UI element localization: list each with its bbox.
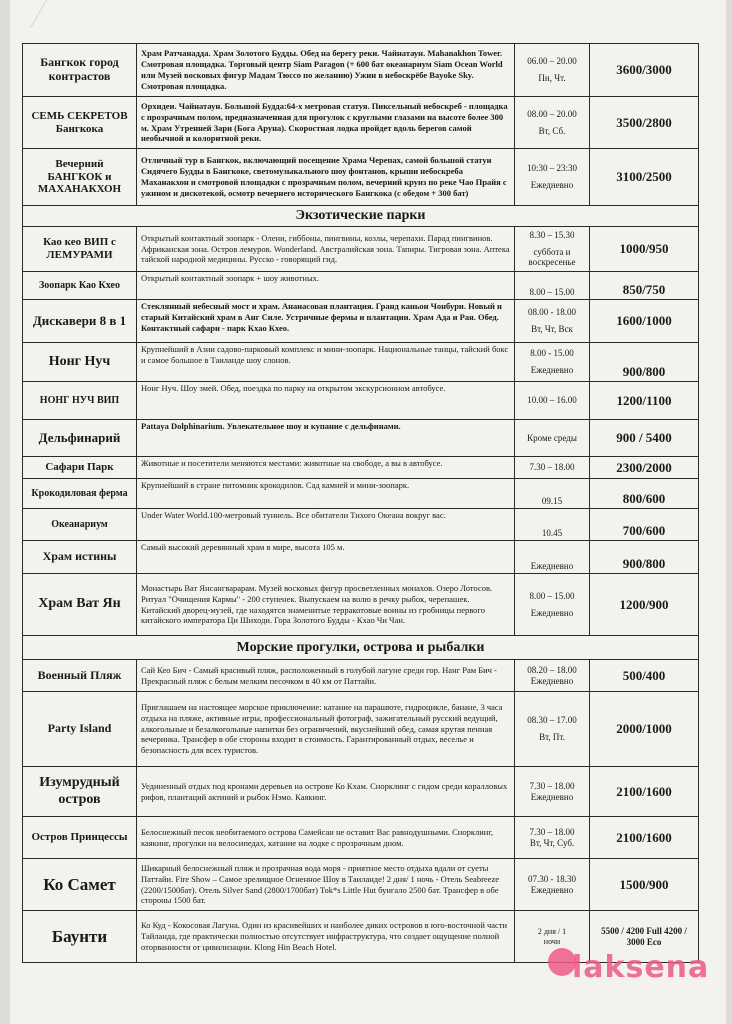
- tour-description: Животные и посетители меняются местами: животные на свободе, а вы в автобусе.: [137, 457, 515, 479]
- tour-price: 5500 / 4200 Full 4200 / 3000 Eco: [590, 911, 699, 963]
- section-title: Морские прогулки, острова и рыбалки: [23, 636, 699, 660]
- tour-days: Вт, Чт, Вск: [531, 324, 573, 334]
- table-row: [23, 382, 699, 420]
- tour-time: 08.00 – 20.00: [527, 108, 577, 119]
- tour-time: 08.30 – 17.00: [527, 715, 577, 726]
- tour-time: 7.30 – 18.00: [529, 780, 575, 791]
- tour-time-cell: [515, 574, 590, 636]
- tour-description: Монастырь Ват Янсангвараpам. Музей восковых фигур просветленных монахов. Озеро Лотосов. Ритуал "Очищения Кармы" - 200 ступенек. Выпускаем на волю в речку рыбок, черепашек. Китайский дворец-музей, где находятся знаменитые терракотовые воины из гробницы первого китайского императора Ци Шиходи. Гора Золотого Будды - Кхао Чи Чан.: [137, 574, 515, 636]
- table-row: [23, 509, 699, 541]
- tour-description: Уединенный отдых под кронами деревьев на острове Ко Кхам. Снорклинг с гидом среди коралловых рифов, плантаций актиний и рыбок Нэмо. Каякинг.: [137, 767, 515, 817]
- tour-description: Белоснежный песок необитаемого острова Самейсан не оставит Вас равнодушными. Снорклинг, каякинг, прогулки на велосипедах, катание на лодке с прозрачным дном.: [137, 817, 515, 859]
- tour-time-cell: [515, 692, 590, 767]
- tour-description: Under Water World.100-метровый туннель. Все обитатели Тихого Океана вокруг вас.: [137, 509, 515, 541]
- tour-time: 10.45: [541, 528, 563, 539]
- tour-time-cell: [515, 859, 590, 911]
- tour-time-cell: [515, 97, 590, 149]
- tour-name: Изумрудный остров: [23, 767, 137, 817]
- tour-days: Ежедневно: [530, 884, 574, 895]
- tour-time-cell: [515, 44, 590, 97]
- watermark-logo: [548, 942, 718, 1002]
- tour-days: Ежедневно: [530, 607, 574, 618]
- tour-time: 8.00 - 15.00: [530, 348, 574, 359]
- tour-description: Орхидеи. Чайнатаун. Большой Будда:64-х метровая статуя. Пиксельный небоскреб - площадка с прозрачным полом, предназначенная для прогулок с круглыми глазами на высоте более 300 м. Храм Утренней Зари (Бога Аруна). Скоростная лодка пройдет вдоль берегов самой необычной и колоритной реки.: [137, 97, 515, 149]
- table-row: [23, 692, 699, 767]
- tours-table: [22, 43, 699, 963]
- tour-days: Ежедневно: [530, 365, 574, 375]
- tour-description: Самый высокий деревянный храм в мире, высота 105 м.: [137, 541, 515, 574]
- tour-price: 700/600: [590, 509, 699, 541]
- tour-price: 800/600: [590, 479, 699, 509]
- tour-description: Храм Ратчанадда. Храм Золотого Будды. Обед на берегу реки. Чайнатаун. Mahanakhon Tower. Смотровая площадка. Торговый центр Siam Paragon (+ 600 бат океанариум Siam Ocean World или Музей восковых фигур Мадам Тюссо по желанию) Ужин в небоскрёбе Bayoke Sky. Смотровая площадка.: [137, 44, 515, 97]
- tour-time-cell: [515, 227, 590, 272]
- tour-price: 1600/1000: [590, 300, 699, 343]
- tour-price: 1200/900: [590, 574, 699, 636]
- tour-time: 2 дня / 1: [537, 926, 567, 936]
- table-row: [23, 97, 699, 149]
- tour-description: Открытый контактный зоопарк - Олени, гиббоны, пингвины, козлы, черепахи. Парад пингвинов. Африканская зона. Остров лемуров. Wonderland. Австралийская зона. Тапиры. Тигровая зона. Аптека тайской народной медицины. Русско - говорящий гид.: [137, 227, 515, 272]
- tour-price: 850/750: [590, 272, 699, 300]
- tour-name: Военный Пляж: [23, 660, 137, 692]
- tour-description: Приглашаем на настоящее морское приключение: катание на парашюте, гидроцикле, банане, 3 часа отдыха на пляже, активные игры, профессиональный фотограф, зажигательный русский ведущий, алкогольные и безалкогольные напитки без ограничений, вкуснейший обед, самая крутая пенная вечеринка. Трансфер в обе стороны входит в стоимость. Гарантированный отдых, веселье и безопасность для всех туристов.: [137, 692, 515, 767]
- tour-time: 8.00 – 15.00: [529, 590, 575, 601]
- tour-time-cell: [515, 272, 590, 300]
- tour-description: Открытый контактный зоопарк + шоу животных.: [137, 272, 515, 300]
- tour-time-cell: [515, 767, 590, 817]
- table-row: [23, 660, 699, 692]
- tour-time: 08.00 - 18.00: [528, 307, 576, 318]
- tour-name: Храм Ват Ян: [23, 574, 137, 636]
- tour-time: 10:30 – 23:30: [526, 163, 577, 174]
- tour-time: 09.15: [541, 496, 563, 507]
- tour-price: 2300/2000: [590, 457, 699, 479]
- tour-price: 900 / 5400: [590, 420, 699, 457]
- tour-name: Океанариум: [23, 509, 137, 541]
- tour-time: 7.30 – 18.00: [529, 462, 575, 473]
- tour-days: ночи: [543, 936, 561, 946]
- tour-days: Ежедневно: [530, 675, 574, 686]
- section-title: Экзотические парки: [23, 206, 699, 227]
- tour-days: суббота и воскресенье: [528, 246, 576, 268]
- tour-days: Ежедневно: [530, 180, 574, 190]
- table-row: [23, 457, 699, 479]
- tour-price: 3600/3000: [590, 44, 699, 97]
- tour-time-cell: [515, 382, 590, 420]
- tour-name: Као кео ВИП с ЛЕМУРАМИ: [23, 227, 137, 272]
- table-row: [23, 420, 699, 457]
- tour-price: 1500/900: [590, 859, 699, 911]
- tour-days: Вт, Пт.: [539, 732, 565, 742]
- tour-time-cell: [515, 420, 590, 457]
- tour-price: 900/800: [590, 343, 699, 382]
- tour-days: Ежедневно: [530, 791, 574, 802]
- tour-name: Ко Самет: [23, 859, 137, 911]
- tour-time-cell: [515, 149, 590, 206]
- tour-time: 7.30 – 18.00: [529, 826, 575, 837]
- tour-time: 8.00 – 15.00: [529, 287, 575, 298]
- tour-name: Party Island: [23, 692, 137, 767]
- tour-price: 3100/2500: [590, 149, 699, 206]
- tour-name: Крокодиловая ферма: [23, 479, 137, 509]
- paper-fold: [2, 0, 47, 28]
- tour-name: Баунти: [23, 911, 137, 963]
- tour-description: Pattaya Dolphinarium. Увлекательное шоу и купание с дельфинами.: [137, 420, 515, 457]
- tour-name: Дельфинарий: [23, 420, 137, 457]
- tour-days: Кроме среды: [527, 432, 577, 443]
- section-header-row: [23, 636, 699, 660]
- tour-name: НОНГ НУЧ ВИП: [23, 382, 137, 420]
- tour-price: 3500/2800: [590, 97, 699, 149]
- logo-text: laksena: [572, 950, 710, 985]
- tour-name: Остров Принцессы: [23, 817, 137, 859]
- table-row: [23, 149, 699, 206]
- tour-description: Сай Кео Бич - Самый красивый пляж, расположенный в голубой лагуне среди гор. Нанг Рам Бич - Прекрасный пляж с белым мелким песочком в 40 км от Паттайи.: [137, 660, 515, 692]
- table-row: [23, 300, 699, 343]
- table-row: [23, 767, 699, 817]
- table-row: [23, 817, 699, 859]
- tour-time: 08.20 – 18.00: [527, 664, 577, 675]
- tour-days: Пн, Чт.: [538, 73, 566, 83]
- tour-time: 10.00 – 16.00: [527, 395, 577, 406]
- tour-name: Дискавери 8 в 1: [23, 300, 137, 343]
- table-row: [23, 479, 699, 509]
- tour-time: 8.30 – 15.30: [529, 229, 575, 240]
- tour-description: Крупнейший в Азии садово-парковый комплекс и мини-зоопарк. Национальные танцы, тайский бокс и самое большое в Таиланде шоу слонов.: [137, 343, 515, 382]
- tour-name: Бангкок город контрастов: [23, 44, 137, 97]
- table-row: [23, 227, 699, 272]
- table-row: [23, 343, 699, 382]
- tour-price: 900/800: [590, 541, 699, 574]
- section-header-row: [23, 206, 699, 227]
- tour-description: Крупнейший в стране питомник крокодилов. Сад камней и мини-зоопарк.: [137, 479, 515, 509]
- tour-time-cell: [515, 660, 590, 692]
- tour-name: Нонг Нуч: [23, 343, 137, 382]
- tour-time: 07.30 - 18.30: [528, 873, 576, 884]
- tour-price: 2000/1000: [590, 692, 699, 767]
- tour-name: Храм истины: [23, 541, 137, 574]
- table-row: [23, 859, 699, 911]
- tour-description: Нонг Нуч. Шоу змей. Обед, поездка по парку на открытом экскурсионном автобусе.: [137, 382, 515, 420]
- tour-time-cell: [515, 300, 590, 343]
- tour-name: Зоопарк Као Кхео: [23, 272, 137, 300]
- tour-name: Сафари Парк: [23, 457, 137, 479]
- tour-description: Ко Куд - Кокосовая Лагуна. Один из красивейших и наиболее диких островов в юго-восточной части Тайланда, где практически полностью отсутствует инфраструктура, что создает ощущение полной оторванности от цивилизации. Klong Hin Beach Hotel.: [137, 911, 515, 963]
- tour-days: Вт, Чт, Суб.: [529, 837, 575, 848]
- tour-time-cell: [515, 817, 590, 859]
- tour-time-cell: [515, 343, 590, 382]
- tour-time-cell: [515, 509, 590, 541]
- table-row: [23, 44, 699, 97]
- tour-price: 500/400: [590, 660, 699, 692]
- tour-price: 1200/1100: [590, 382, 699, 420]
- table-row: [23, 574, 699, 636]
- tour-price: 2100/1600: [590, 817, 699, 859]
- tour-price: 1000/950: [590, 227, 699, 272]
- tour-time: 06.00 – 20.00: [527, 56, 577, 67]
- tour-time-cell: [515, 541, 590, 574]
- table-row: [23, 272, 699, 300]
- tour-days: Ежедневно: [530, 561, 574, 572]
- tour-price: 2100/1600: [590, 767, 699, 817]
- tour-time-cell: [515, 479, 590, 509]
- tour-time-cell: [515, 457, 590, 479]
- tour-name: Вечерний БАНГКОК и МАХАНАКХОН: [23, 149, 137, 206]
- tour-description: Стеклянный небесный мост и храм. Ананасовая плантация. Гранд каньон Чонбури. Новый и старый Китайский храм в Анг Силе. Устричные фермы и плантации. Храм Ада и Рая. Обед. Контактный сафари - парк Кхао Кхео.: [137, 300, 515, 343]
- tour-days: Вт, Сб.: [538, 125, 566, 136]
- tour-name: СЕМЬ СЕКРЕТОВ Бангкока: [23, 97, 137, 149]
- tour-description: Отличный тур в Бангкок, включающий посещение Храма Черепах, самой большой статуи Сидячего Будды в Бангкоке, светомузыкального шоу фонтанов, крыши небоскреба Маханакхон и смотровой площадки с прозрачным полом, вечерний круиз по реке Чао Прайя с ужином и дискотекой, осмотр вечернего исторического Бангкока (с обедом + 300 бат): [137, 149, 515, 206]
- tour-description: Шикарный белоснежный пляж и прозрачная вода моря - приятное место отдыха вдали от суеты Паттайи. Fire Show – Самое зрелищное Огненное Шоу в Таиланде! 2 дня/ 1 ночь - Отель Seabreeze (2200/1500бат). Отель Silver Sand (2800/1700бат) Tok*s Little Hut бунгало 2500 бат. Трансфер в обе стороны 1500 бат.: [137, 859, 515, 911]
- table-row: [23, 541, 699, 574]
